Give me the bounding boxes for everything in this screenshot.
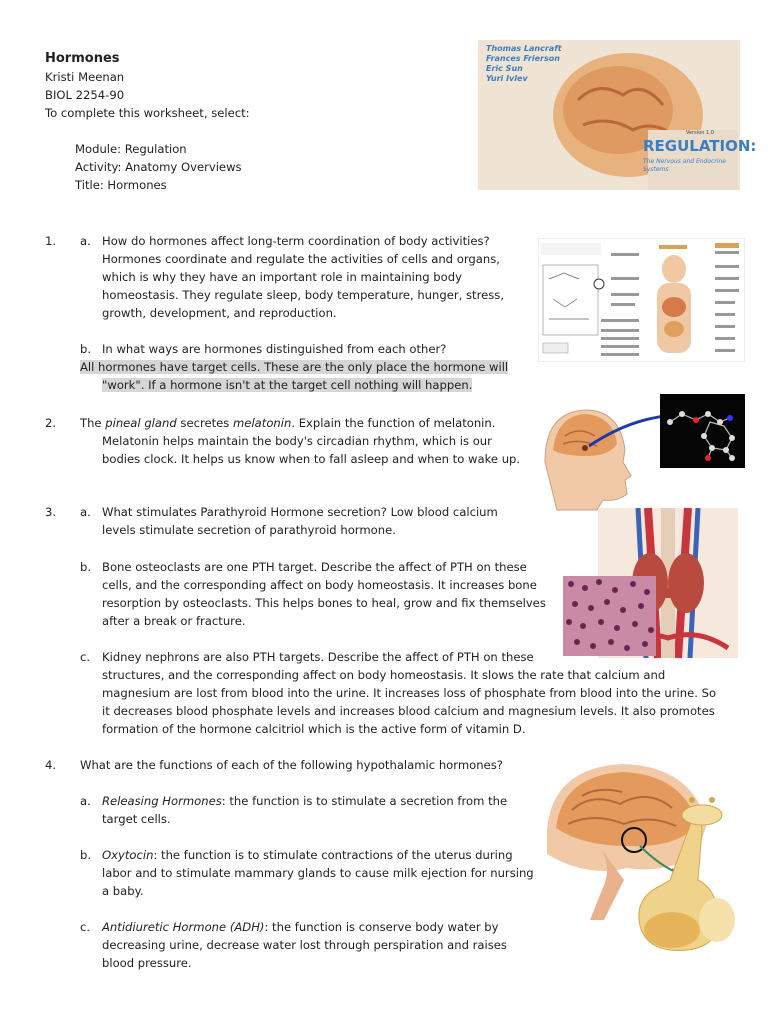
q2-answer-line: bodies clock. It helps us know when to fall asleep and when to wake up.	[102, 452, 521, 466]
cover-author-1: Thomas Lancraft	[486, 44, 562, 53]
hypothalamus-pituitary-image	[542, 760, 742, 955]
cover-heading: REGULATION:	[643, 137, 757, 155]
q2-gland: pineal gland	[105, 416, 177, 430]
overview-art	[539, 239, 744, 361]
q3-c-line: formation of the hormone calcitriol which is the active form of vitamin D.	[102, 722, 526, 736]
q4-c-line: : the function is conserve body water by	[264, 920, 499, 934]
q1-a-line: homeostasis. They regulate sleep, body temperature, hunger, stress,	[102, 288, 505, 302]
q3-c-label: c.	[80, 650, 91, 664]
hormones-overview-image	[538, 238, 745, 362]
q1-b-label: b.	[80, 342, 92, 356]
q1-a-label: a.	[80, 234, 91, 248]
q4-b-label: b.	[80, 848, 92, 862]
q4-number: 4.	[45, 758, 57, 772]
cover-author-4: Yuri Ivlev	[486, 74, 528, 83]
q3-c-line: Kidney nephrons are also PTH targets. Describe the affect of PTH on these	[102, 650, 534, 664]
q1-b-answer-line: All hormones have target cells. These are the only place the hormone will	[80, 360, 509, 374]
q3-b-text	[102, 558, 546, 630]
q2-answer	[102, 432, 520, 468]
q3-c-line: it decreases blood phosphate levels and increases blood calcium and magnesium levels. It also promotes	[102, 704, 715, 718]
q4-b-line: a baby.	[102, 884, 144, 898]
q4-c-line: decreasing urine, decrease water lost through perspiration and raises	[102, 938, 507, 952]
author: Kristi Meenan	[45, 70, 125, 84]
q1-b-answer	[80, 358, 508, 394]
tissue-art	[563, 576, 656, 656]
q1-b-question: In what ways are hormones distinguished from each other?	[102, 342, 447, 356]
q1-a-line: which is why they have an important role in maintaining body	[102, 270, 462, 284]
q4-a-line: target cells.	[102, 812, 171, 826]
cover-author-3: Eric Sun	[486, 64, 523, 73]
q3-a-label: a.	[80, 505, 91, 519]
q3-a-text	[102, 503, 498, 539]
q1-a-text	[102, 232, 522, 322]
q4-b-term: Oxytocin	[102, 848, 154, 862]
q3-a-line: What stimulates Parathyroid Hormone secretion? Low blood calcium	[102, 505, 498, 519]
tissue-image	[563, 576, 656, 656]
q1-number: 1.	[45, 234, 57, 248]
cover-subheading: The Nervous and Endocrine Systems	[643, 158, 726, 173]
q3-b-label: b.	[80, 560, 92, 574]
q1-b-answer-line: "work". If a hormone isn't at the target cell nothing will happen.	[102, 378, 473, 392]
q2-post: . Explain the function of melatonin.	[291, 416, 496, 430]
q3-a-line: levels stimulate secretion of parathyroid hormone.	[102, 523, 396, 537]
q1-a-line: How do hormones affect long-term coordination of body activities?	[102, 234, 490, 248]
q2-question	[80, 414, 495, 432]
q4-question: What are the functions of each of the following hypothalamic hormones?	[80, 758, 503, 772]
q4-a-term: Releasing Hormones	[102, 794, 222, 808]
q4-c-text	[102, 918, 507, 972]
q3-c-text	[102, 648, 716, 738]
title-line: Title: Hormones	[75, 178, 167, 192]
pineal-melatonin-image	[535, 392, 745, 506]
q4-c-term: Antidiuretic Hormone (ADH)	[102, 920, 265, 934]
q1-a-line: growth, development, and reproduction.	[102, 306, 337, 320]
q2-pre: The	[80, 416, 106, 430]
cover-version: Version 1.0	[686, 130, 714, 136]
q3-c-line: magnesium are lost from blood into the urine. It increases loss of phosphate from blood into the urine. So	[102, 686, 717, 700]
q3-c-line: structures, and the corresponding affect on body homeostasis. It slows the rate that calcium and	[102, 668, 666, 682]
q4-b-line: labor and to stimulate mammary glands to cause milk ejection for nursing	[102, 866, 534, 880]
cover-author-2: Frances Frierson	[486, 54, 560, 63]
q3-b-line: cells, and the corresponding affect on body homeostasis. It increases bone	[102, 578, 537, 592]
q2-number: 2.	[45, 416, 57, 430]
q3-b-line: resorption by osteoclasts. This helps bones to heal, grow and fix themselves	[102, 596, 546, 610]
q2-answer-line: Melatonin helps maintain the body's circadian rhythm, which is our	[102, 434, 492, 448]
q3-number: 3.	[45, 505, 57, 519]
q4-a-line: : the function is to stimulate a secretion from the	[221, 794, 508, 808]
q1-a-line: Hormones coordinate and regulate the activities of cells and organs,	[102, 252, 500, 266]
pineal-art	[535, 392, 745, 506]
q3-b-line: Bone osteoclasts are one PTH target. Describe the affect of PTH on these	[102, 560, 527, 574]
q4-c-line: blood pressure.	[102, 956, 192, 970]
q2-hormone: melatonin	[233, 416, 292, 430]
doc-title: Hormones	[45, 51, 120, 66]
cover-image	[478, 40, 757, 190]
q2-mid: secretes	[176, 416, 234, 430]
q4-b-line: : the function is to stimulate contractions of the uterus during	[153, 848, 513, 862]
module-line: Module: Regulation	[75, 142, 187, 156]
activity-line: Activity: Anatomy Overviews	[75, 160, 242, 174]
q4-c-label: c.	[80, 920, 91, 934]
q4-a-text	[102, 792, 507, 828]
q4-b-text	[102, 846, 534, 900]
cover-authors	[486, 44, 562, 84]
course: BIOL 2254-90	[45, 88, 125, 102]
hypothalamus-art	[542, 760, 742, 955]
instruction: To complete this worksheet, select:	[45, 106, 250, 120]
q3-b-line: after a break or fracture.	[102, 614, 246, 628]
q4-a-label: a.	[80, 794, 91, 808]
